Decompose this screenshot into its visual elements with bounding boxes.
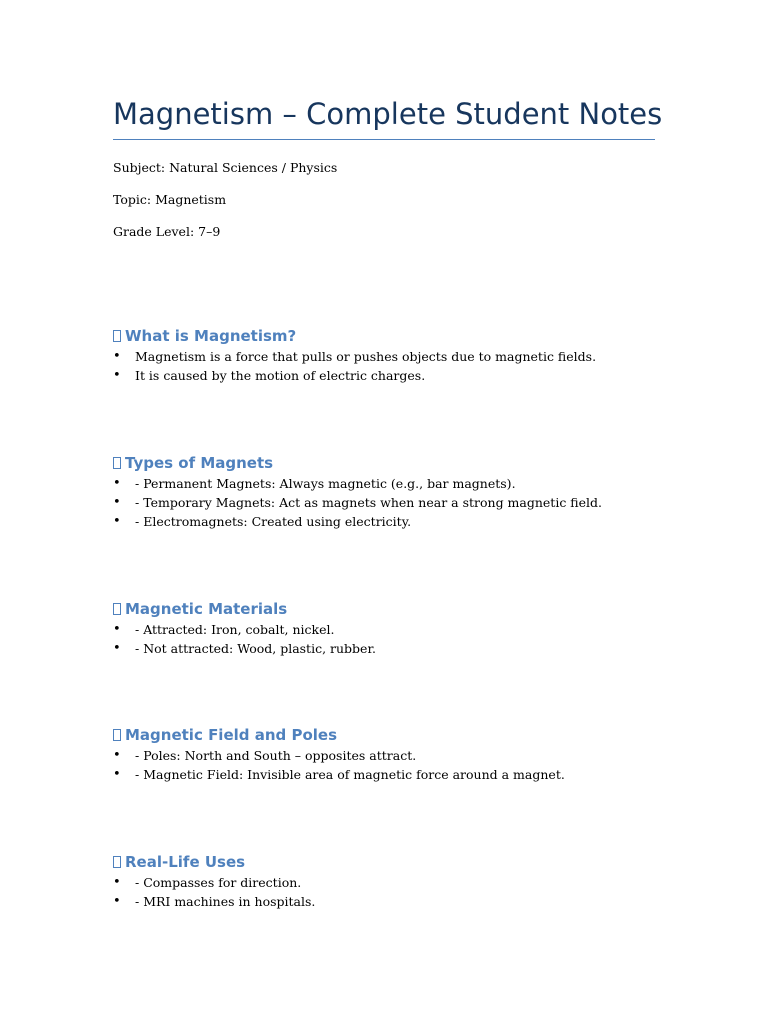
bullet-glyph: • — [113, 368, 121, 383]
list-item-text: - Electromagnets: Created using electricity. — [135, 514, 412, 529]
subject-line: Subject: Natural Sciences / Physics — [113, 160, 338, 175]
section-magnetic-materials — [113, 598, 655, 658]
section-heading — [113, 724, 655, 746]
bullet-list — [113, 746, 655, 784]
bullet-glyph: • — [113, 641, 121, 656]
section-heading-text: Real-Life Uses — [125, 853, 246, 871]
section-magnetic-field-and-poles — [113, 724, 655, 784]
bullet-glyph: • — [113, 476, 121, 491]
missing-glyph-box-icon — [113, 457, 121, 469]
section-heading-text: Types of Magnets — [125, 454, 274, 472]
list-item-text: - Not attracted: Wood, plastic, rubber. — [135, 641, 377, 656]
section-real-life-uses — [113, 851, 655, 911]
list-item-text: - Permanent Magnets: Always magnetic (e.g., bar magnets). — [135, 476, 516, 491]
list-item-text: - Attracted: Iron, cobalt, nickel. — [135, 622, 335, 637]
section-heading — [113, 851, 655, 873]
list-item-text: - Poles: North and South – opposites attract. — [135, 748, 417, 763]
list-item — [113, 892, 655, 911]
list-item-text: - MRI machines in hospitals. — [135, 894, 316, 909]
list-item — [113, 765, 655, 784]
bullet-glyph: • — [113, 894, 121, 909]
section-what-is-magnetism — [113, 325, 655, 385]
list-item — [113, 512, 655, 531]
missing-glyph-box-icon — [113, 330, 121, 342]
grade-level-line: Grade Level: 7–9 — [113, 224, 221, 239]
section-heading-text: Magnetic Field and Poles — [125, 726, 338, 744]
list-item — [113, 639, 655, 658]
bullet-list — [113, 873, 655, 911]
section-types-of-magnets — [113, 452, 655, 531]
section-heading — [113, 325, 655, 347]
list-item — [113, 746, 655, 765]
bullet-glyph: • — [113, 349, 121, 364]
list-item-text: Magnetism is a force that pulls or pushes objects due to magnetic fields. — [135, 349, 597, 364]
bullet-list — [113, 474, 655, 531]
bullet-glyph: • — [113, 748, 121, 763]
list-item — [113, 620, 655, 639]
list-item — [113, 493, 655, 512]
title-underline-rule — [113, 139, 655, 140]
bullet-glyph: • — [113, 622, 121, 637]
missing-glyph-box-icon — [113, 729, 121, 741]
bullet-list — [113, 620, 655, 658]
list-item-text: - Compasses for direction. — [135, 875, 302, 890]
bullet-glyph: • — [113, 514, 121, 529]
document-title: Magnetism – Complete Student Notes — [113, 97, 663, 131]
section-heading — [113, 598, 655, 620]
bullet-glyph: • — [113, 495, 121, 510]
section-heading — [113, 452, 655, 474]
section-heading-text: Magnetic Materials — [125, 600, 288, 618]
bullet-glyph: • — [113, 875, 121, 890]
bullet-glyph: • — [113, 767, 121, 782]
bullet-list — [113, 347, 655, 385]
list-item-text: - Magnetic Field: Invisible area of magnetic force around a magnet. — [135, 767, 565, 782]
list-item — [113, 873, 655, 892]
missing-glyph-box-icon — [113, 856, 121, 868]
section-heading-text: What is Magnetism? — [125, 327, 297, 345]
list-item-text: - Temporary Magnets: Act as magnets when near a strong magnetic field. — [135, 495, 603, 510]
missing-glyph-box-icon — [113, 603, 121, 615]
list-item — [113, 474, 655, 493]
topic-line: Topic: Magnetism — [113, 192, 227, 207]
list-item — [113, 347, 655, 366]
list-item-text: It is caused by the motion of electric charges. — [135, 368, 426, 383]
list-item — [113, 366, 655, 385]
